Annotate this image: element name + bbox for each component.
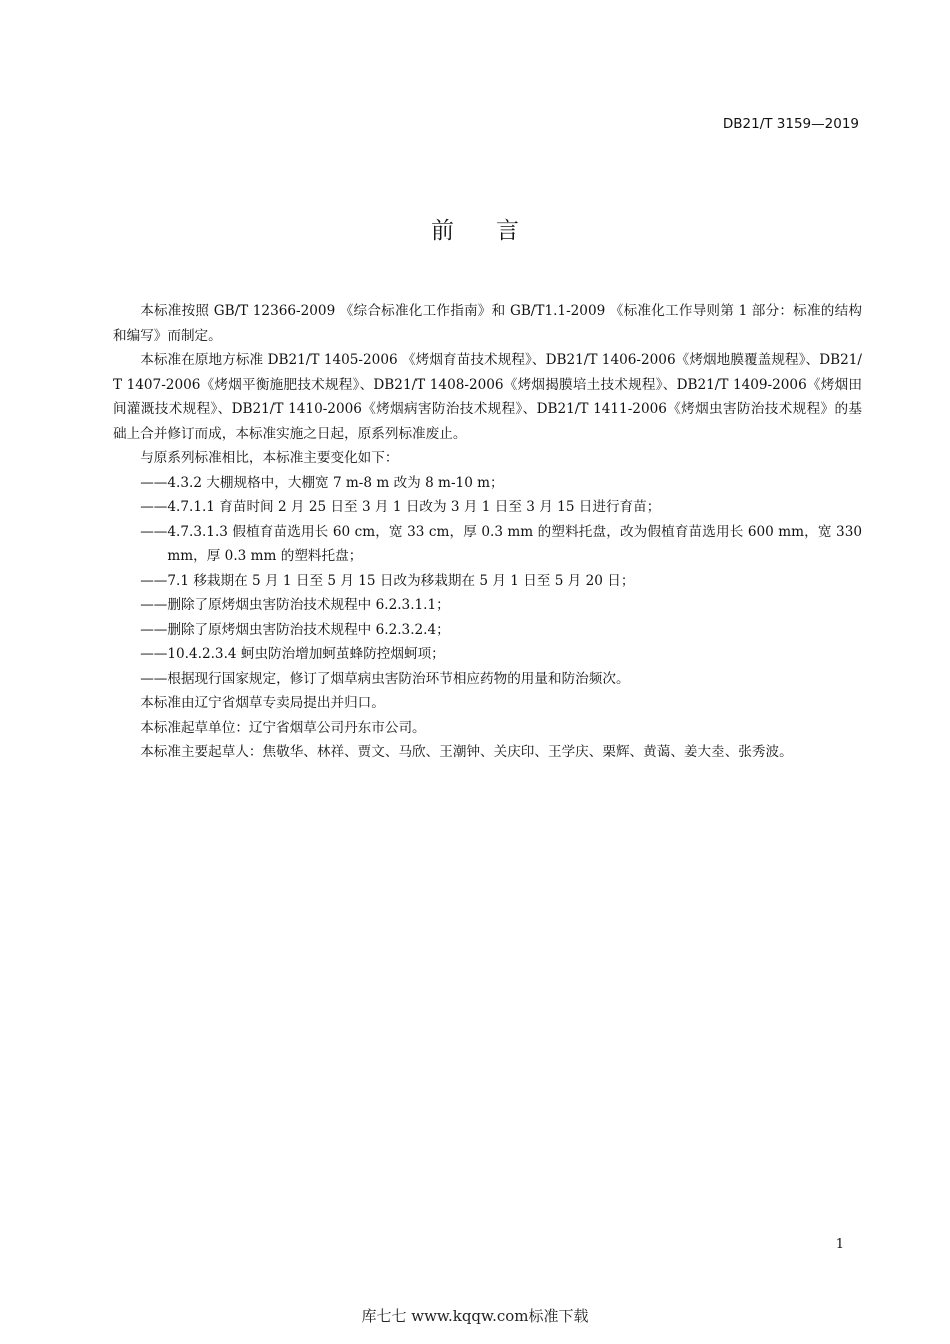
paragraph-drafting-unit: 本标准起草单位：辽宁省烟草公司丹东市公司。 [140, 719, 426, 736]
change-item: ——根据现行国家规定，修订了烟草病虫害防治环节相应药物的用量和防治频次。 [140, 670, 630, 687]
change-item: ——4.7.1.1 育苗时间 2 月 25 日至 3 月 1 日改为 3 月 1 日至 3 月 15 日进行育苗； [140, 499, 661, 515]
change-item: ——删除了原烤烟虫害防治技术规程中 6.2.3.1.1； [140, 597, 450, 613]
paragraph-changes-intro: 与原系列标准相比，本标准主要变化如下： [140, 450, 399, 466]
change-item: ——7.1 移栽期在 5 月 1 日至 5 月 15 日改为移栽期在 5 月 1 日至 5 月 20 日； [140, 572, 635, 589]
paragraph-merge: 本标准在原地方标准 DB21/T 1405-2006 《烤烟育苗技术规程》、DB21/T 1406-2006《烤烟地膜覆盖规程》、DB21/T 1407-2006《烤烟平衡施肥技术规程》、DB21/T 1408-2006《烤烟揭膜培土技术规程》、DB21/T 1409-2006《烤烟田间灌溉技术规程》、DB21/T 1410-2006《烤烟病害防治技术规程》、DB21/T 1411-2006《烤烟虫害防治技术规程》的基础上合并修订而成，本标准实施之日起，原系列标准废止。 [113, 352, 862, 442]
change-item: ——删除了原烤烟虫害防治技术规程中 6.2.3.2.4； [140, 621, 450, 638]
page-title: 前言 [431, 218, 561, 244]
document-body [113, 299, 862, 765]
change-item: ——4.7.3.1.3 假植育苗选用长 60 cm，宽 33 cm，厚 0.3 mm 的塑料托盘，改为假植育苗选用长 600 mm，宽 330 mm，厚 0.3 mm 的塑料托盘； [140, 523, 862, 564]
paragraph-drafters: 本标准主要起草人：焦敬华、林祥、贾文、马欣、王潮钟、关庆印、王学庆、栗辉、黄蔼、姜大坴、张秀波。 [140, 744, 793, 760]
standard-code: DB21/T 3159—2019 [722, 116, 859, 132]
page-number: 1 [835, 1237, 844, 1252]
paragraph-basis: 本标准按照 GB/T 12366-2009 《综合标准化工作指南》和 GB/T1.1-2009 《标准化工作导则第 1 部分：标准的结构和编写》而制定。 [113, 303, 862, 344]
paragraph-proposer: 本标准由辽宁省烟草专卖局提出并归口。 [140, 695, 385, 711]
change-item: ——10.4.2.3.4 蚵虫防治增加蚵茧蜂防控烟蚵项； [140, 646, 445, 662]
change-item: ——4.3.2 大棚规格中，大棚宽 7 m-8 m 改为 8 m-10 m； [140, 474, 504, 491]
footer-watermark: 库七七 www.kqqw.com标准下载 [361, 1307, 589, 1325]
